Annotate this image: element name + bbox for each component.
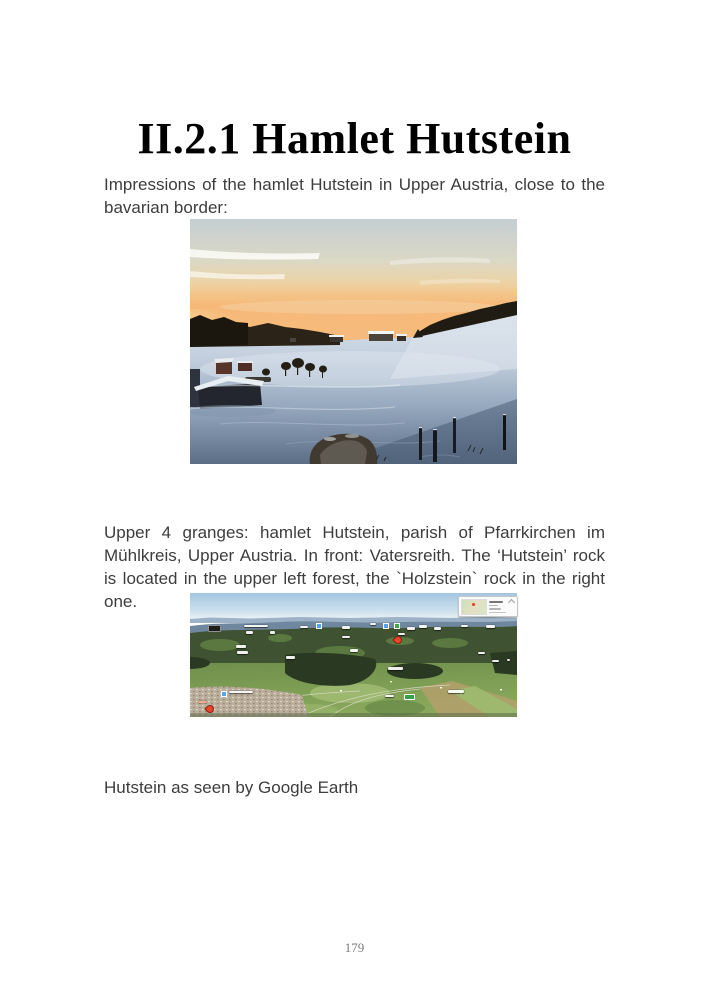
place-label (448, 690, 464, 693)
place-label (300, 626, 308, 629)
icon-blue-icon (316, 623, 322, 629)
place-label (246, 631, 253, 634)
icon-green-icon (394, 623, 400, 629)
place-label (478, 652, 485, 655)
place-badge (208, 625, 221, 632)
map-pin-icon (472, 603, 475, 606)
place-label (270, 631, 275, 634)
page-number: 179 (344, 940, 365, 955)
place-label (229, 691, 253, 694)
place-label (286, 656, 295, 659)
place-label (244, 625, 268, 628)
place-label (237, 651, 248, 654)
info-card-text-line (489, 605, 498, 607)
icon-blue-icon (383, 623, 389, 629)
place-label (434, 627, 441, 630)
place-label (407, 627, 415, 630)
place-label (486, 625, 495, 628)
place-label (385, 695, 394, 698)
winter-sunset-photo (190, 219, 517, 464)
place-badge-green (404, 694, 415, 700)
place-label (342, 636, 350, 639)
place-label (342, 626, 350, 629)
intro-paragraph: Impressions of the hamlet Hutstein in Upper Austria, close to the bavarian border: (104, 175, 605, 217)
place-label-red (198, 701, 207, 704)
info-card-text-line (489, 608, 501, 610)
map-pin-icon (393, 635, 404, 646)
granges-paragraph: Upper 4 granges: hamlet Hutstein, parish of Pfarrkirchen im Mühlkreis, Upper Austria. In front: Vatersreith. The ‘Hutstein’ rock is located in the upper left forest, the `Holzstein` rock in the right one. (104, 523, 605, 611)
place-label (370, 623, 376, 626)
winter-sunset-illustration (190, 219, 517, 464)
place-label (388, 667, 403, 670)
place-label (350, 649, 358, 652)
google-earth-info-card (458, 596, 518, 617)
place-label (492, 660, 499, 663)
place-label (419, 625, 427, 628)
place-label (507, 659, 510, 662)
place-label (236, 645, 246, 648)
info-card-text-line (489, 612, 506, 614)
image-caption: Hutstein as seen by Google Earth (104, 778, 359, 797)
info-card-text-line (489, 601, 503, 603)
info-card-map-thumbnail (461, 599, 487, 615)
icon-blue-icon (221, 691, 227, 697)
chevron-up-icon (508, 599, 515, 606)
place-label (461, 625, 468, 628)
section-title: II.2.1 Hamlet Hutstein (137, 114, 572, 164)
map-pin-icon (205, 703, 216, 714)
google-earth-image (190, 593, 517, 717)
